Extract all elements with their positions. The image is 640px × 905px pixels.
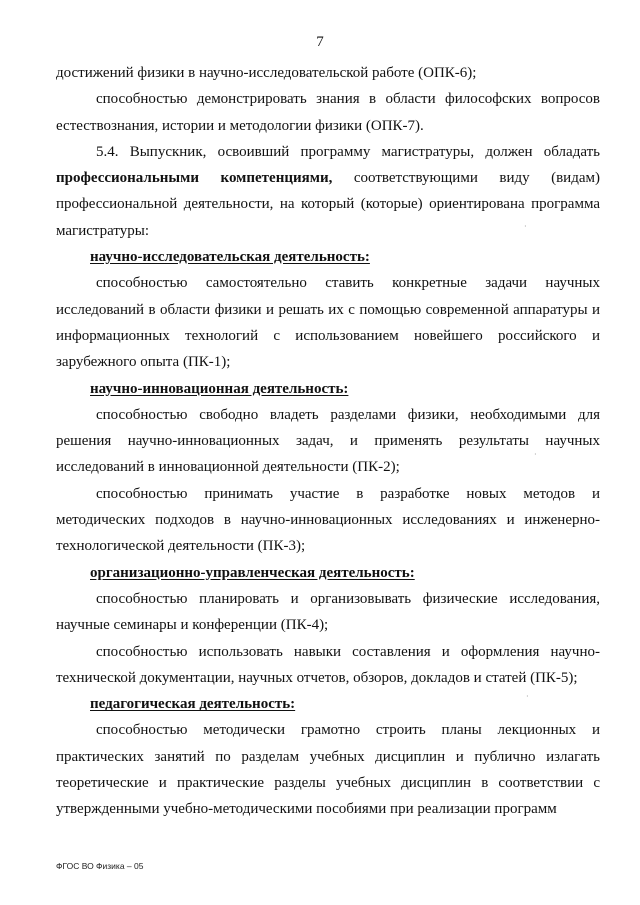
heading-management-activity: организационно-управленческая деятельность: xyxy=(90,564,415,581)
paragraph-pk5: способностью использовать навыки составления и оформления научно-технической документации, научных отчетов, обзоров, докладов и статей (ПК-5); xyxy=(56,643,600,686)
document-footer: ФГОС ВО Физика – 05 xyxy=(56,861,144,871)
paragraph-pk3: способностью принимать участие в разработке новых методов и методических подходов в научно-инновационных исследованиях и инженерно-технологической деятельности (ПК-3); xyxy=(56,485,600,555)
paragraph-pk1: способностью самостоятельно ставить конкретные задачи научных исследований в области физики и решать их с помощью современной аппаратуры и информационных технологий с использованием новейшего российского и зарубежного опыта (ПК-1); xyxy=(56,275,600,371)
paragraph-opk6-end: достижений физики в научно-исследовательской работе (ОПК-6); xyxy=(56,65,477,81)
scan-speck: · xyxy=(534,450,537,459)
heading-research-activity: научно-исследовательская деятельность: xyxy=(90,249,370,266)
heading-innovation-activity: научно-инновационная деятельность: xyxy=(90,380,349,397)
professional-competencies-term: профессиональными компетенциями, xyxy=(56,170,333,187)
scan-speck: · xyxy=(524,222,527,231)
paragraph-pk4: способностью планировать и организовывать физические исследования, научные семинары и конференции (ПК-4); xyxy=(56,590,600,634)
paragraph-pk6: способностью методически грамотно строить планы лекционных и практических занятий по разделам учебных дисциплин и публично излагать теоретические и практические разделы учебных дисциплин в соответствии с утвержденными учебно-методическими пособиями при реализации программ xyxy=(56,722,600,818)
paragraph-pk2: способностью свободно владеть разделами физики, необходимыми для решения научно-инновационных задач, и применять результаты научных исследований в инновационной деятельности (ПК-2); xyxy=(56,406,600,476)
scan-speck: · xyxy=(526,692,529,701)
document-body xyxy=(56,60,600,823)
paragraph-5-4 xyxy=(56,139,600,244)
heading-teaching-activity: педагогическая деятельность: xyxy=(90,696,296,713)
paragraph-5-4-end: соответствующими виду (видам) профессиональной деятельности, на который (которые) ориентирована программа магистратуры: xyxy=(56,170,600,239)
paragraph-opk7: способностью демонстрировать знания в области философских вопросов естествознания, истории и методологии физики (ОПК-7). xyxy=(56,91,600,134)
paragraph-5-4-start: 5.4. Выпускник, освоивший программу магистратуры, должен обладать xyxy=(96,143,600,160)
page-number: 7 xyxy=(316,34,324,50)
